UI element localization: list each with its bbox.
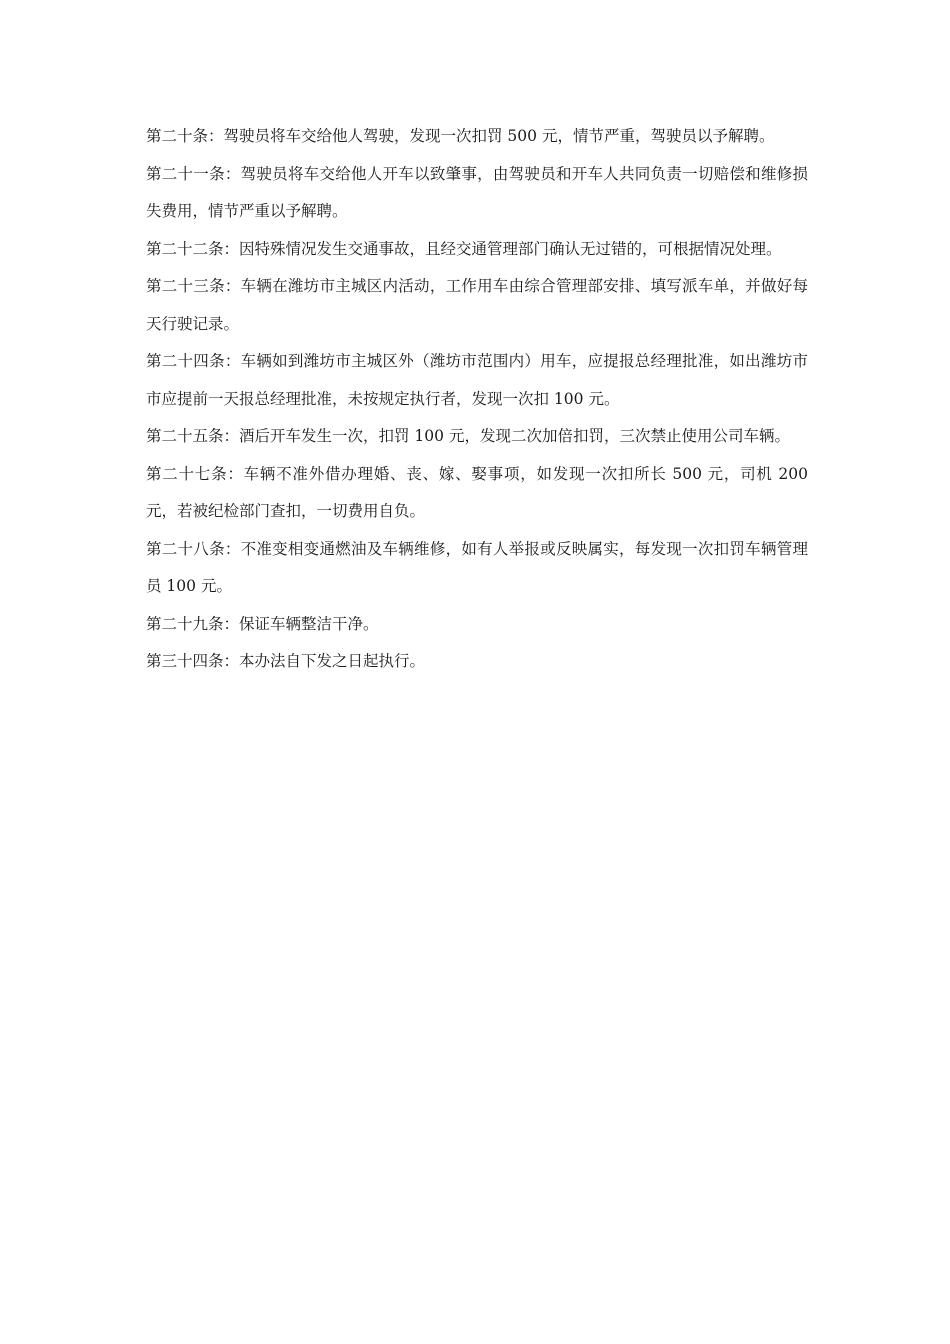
article-21: 第二十一条：驾驶员将车交给他人开车以致肇事，由驾驶员和开车人共同负责一切赔偿和维修损失费用，情节严重以予解聘。	[146, 164, 808, 220]
article-23: 第二十三条：车辆在潍坊市主城区内活动，工作用车由综合管理部安排、填写派车单，并做好每天行驶记录。	[146, 277, 808, 333]
article-28: 第二十八条：不准变相变通燃油及车辆维修，如有人举报或反映属实，每发现一次扣罚车辆管理员 100 元。	[146, 539, 808, 595]
article-22: 第二十二条：因特殊情况发生交通事故，且经交通管理部门确认无过错的，可根据情况处理。	[146, 239, 782, 258]
article-34: 第三十四条：本办法自下发之日起执行。	[146, 652, 426, 670]
article-20: 第二十条：驾驶员将车交给他人驾驶，发现一次扣罚 500 元，情节严重，驾驶员以予解聘。	[146, 127, 775, 145]
article-27: 第二十七条：车辆不准外借办理婚、丧、嫁、娶事项，如发现一次扣所长 500 元，司机 200 元，若被纪检部门查扣，一切费用自负。	[146, 464, 808, 520]
article-25: 第二十五条：酒后开车发生一次，扣罚 100 元，发现二次加倍扣罚，三次禁止使用公司车辆。	[146, 427, 790, 445]
document-body	[146, 118, 808, 681]
article-24: 第二十四条：车辆如到潍坊市主城区外（潍坊市范围内）用车，应提报总经理批准，如出潍坊市市应提前一天报总经理批准，未按规定执行者，发现一次扣 100 元。	[146, 352, 808, 408]
article-29: 第二十九条：保证车辆整洁干净。	[146, 614, 379, 633]
